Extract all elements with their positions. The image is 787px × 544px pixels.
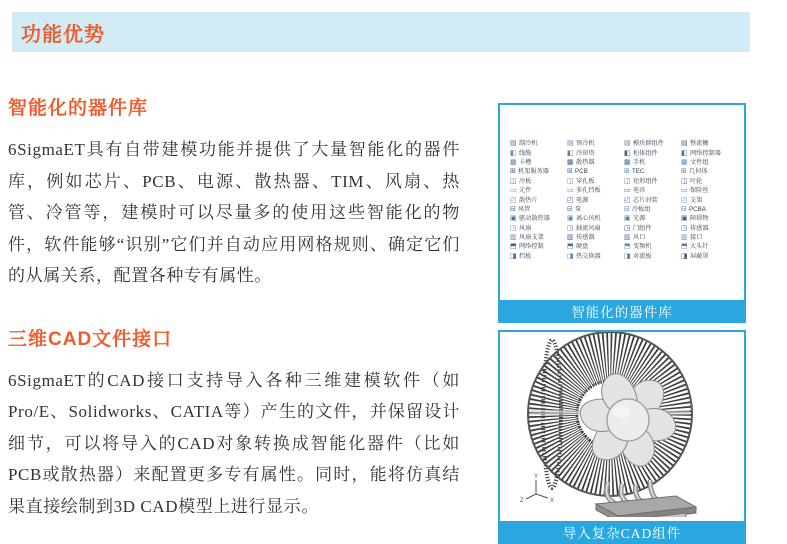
component-icon: ▤ <box>567 140 574 148</box>
component-label: 文件组 <box>689 159 709 166</box>
cad-cooler-image <box>500 332 744 521</box>
component-label: 风管 <box>517 206 531 213</box>
component-label: 整流栅 <box>689 140 709 148</box>
component-grid <box>510 139 734 261</box>
component-icon: ▥ <box>624 234 631 242</box>
component-icon: ⬒ <box>681 243 688 251</box>
component-item <box>510 177 563 186</box>
component-icon: ⊞ <box>567 168 573 176</box>
component-item <box>510 148 563 157</box>
component-icon: ▭ <box>510 187 517 195</box>
component-icon: ⊞ <box>624 168 630 176</box>
component-icon: ◧ <box>681 149 688 157</box>
component-label: 散热器 <box>575 159 595 166</box>
component-icon: ▦ <box>567 158 574 166</box>
component-label: 冷却塔 <box>575 149 595 157</box>
component-icon: ⊞ <box>681 168 687 176</box>
component-item <box>510 233 563 242</box>
component-item <box>510 252 563 261</box>
component-icon: ◫ <box>624 177 631 185</box>
component-item <box>681 186 734 195</box>
component-item <box>624 224 677 233</box>
component-icon: ◰ <box>567 196 574 204</box>
component-item <box>567 177 620 186</box>
figure-caption-component-library: 智能化的器件库 <box>500 300 744 321</box>
component-label: 离心风机 <box>575 215 601 223</box>
component-icon: ⬒ <box>510 243 517 251</box>
component-label: 风口 <box>632 234 645 241</box>
component-label: 手机 <box>632 159 645 166</box>
section-body-component-library: 6SigmaET具有自带建模功能并提供了大量智能化的器件库，例如芯片、PCB、电源、散热器、TIM、风扇、热管、冷管等，建模时可以尽量多的使用这些智能化的物件，软件能够“识别”它们并自动应用网格规则、确定它们的从属关系，配置各种专有属性。 <box>8 140 460 285</box>
component-icon: ◨ <box>567 252 574 260</box>
component-icon: ◳ <box>510 224 517 232</box>
component-label: 散热片 <box>518 196 538 204</box>
component-label: 接口 <box>689 234 702 241</box>
component-item <box>681 195 734 204</box>
component-item <box>567 252 620 261</box>
component-item <box>624 195 677 204</box>
component-item <box>567 224 620 233</box>
page-banner <box>12 12 750 52</box>
component-icon: ◧ <box>624 149 631 157</box>
component-item <box>624 233 677 242</box>
component-icon: ◳ <box>681 224 688 232</box>
section-heading-component-library: 智能化的器件库 <box>8 98 149 119</box>
page-title: 功能优势 <box>21 23 105 46</box>
component-label: 热交换器 <box>575 253 601 260</box>
component-label: 支架 <box>689 196 702 204</box>
component-item <box>681 233 734 242</box>
component-label: 光源 <box>632 215 645 223</box>
component-label: 模块群组件 <box>632 140 664 148</box>
component-icon: ◫ <box>681 177 688 185</box>
component-label: 制冷机 <box>518 140 538 148</box>
component-label: TEC <box>631 168 645 176</box>
component-item <box>567 139 620 148</box>
component-label: 冷板 <box>518 177 531 185</box>
component-label: 线缆 <box>518 149 531 157</box>
component-item <box>681 224 734 233</box>
component-label: 风扇支架 <box>518 234 544 241</box>
component-item <box>681 205 734 214</box>
component-icon: ▣ <box>567 215 574 223</box>
component-label: 电源 <box>575 196 588 204</box>
component-item <box>624 186 677 195</box>
component-label: 泵 <box>574 206 582 213</box>
component-label: PCB <box>574 168 588 176</box>
component-library-image <box>500 105 744 300</box>
component-item <box>510 205 563 214</box>
cpu-cooler-render <box>500 332 740 517</box>
component-label: 几何体 <box>688 168 708 176</box>
component-label: 芯片封装 <box>632 196 658 204</box>
component-icon: ◨ <box>681 252 688 260</box>
component-label: 网络控制 <box>518 243 544 251</box>
component-icon: ◰ <box>624 196 631 204</box>
component-item <box>510 242 563 251</box>
component-icon: ▤ <box>624 140 631 148</box>
component-label: 矩形组件 <box>632 177 658 185</box>
component-icon: ◨ <box>510 252 517 260</box>
axis-label-x: X <box>550 498 555 504</box>
component-icon: ◫ <box>510 177 517 185</box>
component-icon: ◫ <box>567 177 574 185</box>
component-item <box>567 186 620 195</box>
component-icon: ▤ <box>510 140 517 148</box>
component-label: 元件 <box>518 187 531 194</box>
component-icon: ⊟ <box>681 205 687 213</box>
component-item <box>624 139 677 148</box>
component-item <box>567 205 620 214</box>
component-item <box>624 177 677 186</box>
component-label: 门组件 <box>632 224 652 232</box>
component-item <box>624 252 677 261</box>
component-icon: ▥ <box>567 234 574 242</box>
component-label: 机架服务器 <box>517 168 549 176</box>
component-label: 网络控制器 <box>689 149 721 157</box>
component-item <box>567 233 620 242</box>
component-item <box>510 139 563 148</box>
component-item <box>681 252 734 261</box>
component-item <box>567 167 620 176</box>
component-item <box>567 195 620 204</box>
component-icon: ▣ <box>681 215 688 223</box>
component-label: 轴流风扇 <box>575 224 601 232</box>
component-item <box>510 214 563 223</box>
component-icon: ▭ <box>681 187 688 195</box>
component-icon: ⊟ <box>510 205 516 213</box>
component-item <box>510 195 563 204</box>
component-icon: ▤ <box>681 140 688 148</box>
component-item <box>624 148 677 157</box>
component-icon: ▥ <box>510 234 517 242</box>
component-icon: ◳ <box>624 224 631 232</box>
component-item <box>681 167 734 176</box>
component-item <box>681 177 734 186</box>
component-item <box>624 205 677 214</box>
component-label: PCBA <box>688 206 706 213</box>
component-label: 柜体组件 <box>632 149 658 157</box>
component-item <box>624 242 677 251</box>
component-label: 硬盘 <box>575 243 588 251</box>
component-label: 冷板组 <box>631 206 651 213</box>
component-icon: ⊞ <box>510 168 516 176</box>
component-icon: ◧ <box>567 149 574 157</box>
component-item <box>567 214 620 223</box>
component-icon: ◨ <box>624 252 631 260</box>
component-label: 多孔挡板 <box>575 187 601 194</box>
component-item <box>624 214 677 223</box>
figure-component-library <box>498 103 746 323</box>
component-icon: ◰ <box>681 196 688 204</box>
component-label: 挡板 <box>518 253 531 260</box>
component-item <box>567 242 620 251</box>
component-item <box>510 158 563 167</box>
component-item <box>567 158 620 167</box>
component-icon: ⬒ <box>624 243 631 251</box>
component-icon: ⬒ <box>567 243 574 251</box>
component-item <box>681 148 734 157</box>
component-label: 屏蔽罩 <box>689 253 709 260</box>
section-body-cad-interface: 6SigmaET的CAD接口支持导入各种三维建模软件（如Pro/E、Solidworks、CATIA等）产生的文件，并保留设计细节，可以将导入的CAD对象转换成智能化器件（比如PCB或散热器）来配置更多专有属性。同时，能将仿真结果直接绘制到3D CAD模型上进行显示。 <box>8 370 460 516</box>
component-item <box>681 242 734 251</box>
fan <box>576 369 681 471</box>
component-label: 传感器 <box>689 224 709 232</box>
component-label: 卡槽 <box>518 159 531 166</box>
component-label: 穿孔板 <box>575 177 595 185</box>
component-label: 电容 <box>632 187 645 194</box>
axis-label-z: Z <box>520 498 524 504</box>
component-label: 大头针 <box>689 243 709 251</box>
component-item <box>624 158 677 167</box>
component-icon: ▭ <box>567 187 574 195</box>
component-icon: ⊟ <box>624 205 630 213</box>
component-icon: ▣ <box>510 215 517 223</box>
component-icon: ▭ <box>624 187 631 195</box>
component-label: 变频机 <box>632 243 652 251</box>
component-label: 传感器 <box>575 234 595 241</box>
component-label: 驱动散热器 <box>518 215 550 223</box>
component-icon: ▥ <box>681 234 688 242</box>
axis-label-y: Y <box>534 474 539 480</box>
component-label: 障碍物 <box>689 215 709 223</box>
component-label: 预冷机 <box>575 140 595 148</box>
component-item <box>567 148 620 157</box>
component-icon: ▣ <box>624 215 631 223</box>
component-icon: ▦ <box>681 158 688 166</box>
component-item <box>510 186 563 195</box>
component-icon: ◰ <box>510 196 517 204</box>
component-label: 对流板 <box>632 253 652 260</box>
component-icon: ▦ <box>510 158 517 166</box>
component-item <box>510 167 563 176</box>
component-icon: ◧ <box>510 149 517 157</box>
figure-caption-cad-import: 导入复杂CAD组件 <box>500 521 744 542</box>
component-item <box>681 139 734 148</box>
section-heading-cad-interface: 三维CAD文件接口 <box>8 328 173 350</box>
component-item <box>624 167 677 176</box>
component-label: 保险丝 <box>689 187 709 194</box>
content-column <box>8 95 460 522</box>
component-icon: ▦ <box>624 158 631 166</box>
component-label: 风扇 <box>518 224 531 232</box>
component-item <box>510 224 563 233</box>
component-item <box>681 158 734 167</box>
component-label: 叶轮 <box>689 177 702 185</box>
component-item <box>681 214 734 223</box>
axis-triad <box>526 480 548 499</box>
component-icon: ⊟ <box>567 205 573 213</box>
component-icon: ◳ <box>567 224 574 232</box>
figure-cad-import <box>498 330 746 544</box>
